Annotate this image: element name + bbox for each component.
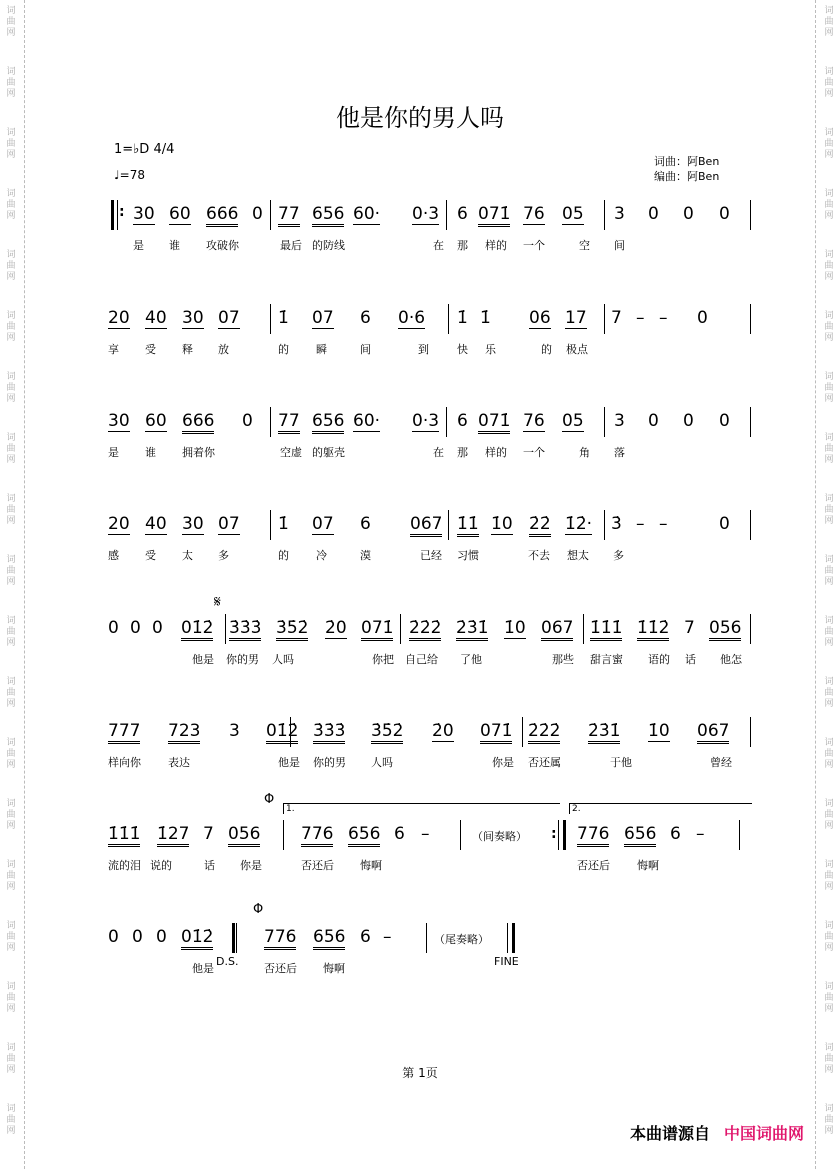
note: 77 <box>278 411 300 434</box>
note: 05 <box>562 204 584 224</box>
note: 1̇27 <box>157 824 189 847</box>
note: 776 <box>577 824 609 847</box>
barline <box>750 407 751 437</box>
watermark-text: 词 曲 网 <box>824 555 834 587</box>
barline <box>225 614 226 644</box>
lyric: 谁 <box>145 446 156 459</box>
watermark-text: 词 曲 网 <box>6 1043 16 1075</box>
note: 056 <box>228 824 260 847</box>
lyric: 受 <box>145 343 156 356</box>
barline <box>460 820 461 850</box>
lyricist: 词曲：阿Ben <box>654 155 720 168</box>
lyric: 拥着你 <box>182 446 215 459</box>
note: 1̇ <box>278 308 289 328</box>
key-signature: 1=♭D 4/4 <box>114 142 175 157</box>
lyric: 自己给 <box>405 653 438 666</box>
note: 656 <box>312 204 344 227</box>
note: 0 <box>719 204 730 224</box>
lyric: 感 <box>108 549 119 562</box>
note: 30 <box>133 204 155 224</box>
ds-label: D.S. <box>216 955 239 968</box>
lyric: 他是 <box>278 756 300 769</box>
watermark-text: 词 曲 网 <box>6 311 16 343</box>
watermark-text: 词 曲 网 <box>6 616 16 648</box>
watermark-text: 词 曲 网 <box>6 982 16 1014</box>
note: 3̇5̇2̇ <box>276 618 308 641</box>
repeat-start-thin <box>117 200 118 230</box>
barline <box>583 614 584 644</box>
note: 067 <box>541 618 573 641</box>
note: 20 <box>108 308 130 328</box>
page-number: 第 1页 <box>402 1066 438 1080</box>
barline <box>270 304 271 334</box>
lyric: 瞬 <box>316 343 327 356</box>
source-site: 中国词曲网 <box>723 1124 804 1143</box>
watermark-text: 词 曲 网 <box>824 6 834 38</box>
note: 656 <box>348 824 380 847</box>
watermark-text: 词 曲 网 <box>824 1043 834 1075</box>
note: – <box>659 308 668 328</box>
note: 1̇1̇1̇ <box>108 824 140 847</box>
barline <box>604 407 605 437</box>
note: 071̇ <box>480 721 512 744</box>
note: 07 <box>312 308 334 328</box>
barline <box>448 304 449 334</box>
watermark-text: 词 曲 网 <box>6 128 16 160</box>
note: – <box>636 514 645 534</box>
lyric: 放 <box>218 343 229 356</box>
lyric: 人吗 <box>371 756 393 769</box>
watermark-text: 词 曲 网 <box>824 982 834 1014</box>
watermark-text: 词 曲 网 <box>6 372 16 404</box>
lyric: 极点 <box>566 343 588 356</box>
lyric: 的 <box>278 549 289 562</box>
note: 01̇2̇ <box>181 618 213 641</box>
note: 7 <box>611 308 622 328</box>
note: 1̇0 <box>491 514 513 534</box>
watermark-text: 词 曲 网 <box>824 311 834 343</box>
repeat-start-bar <box>111 200 114 230</box>
lyric: 样向你 <box>108 756 141 769</box>
lyric: 的 <box>541 343 552 356</box>
note: 0 <box>132 927 143 947</box>
note: 0 <box>242 411 253 431</box>
note: 07 <box>218 514 240 534</box>
note: 0 <box>156 927 167 947</box>
barline <box>400 614 401 644</box>
note: 7 <box>684 618 695 638</box>
watermark-text: 词 曲 网 <box>6 555 16 587</box>
ds-bar <box>232 923 235 953</box>
note: 60· <box>353 204 381 224</box>
credits <box>654 154 719 184</box>
note: 6 <box>360 308 371 328</box>
lyric: 最后 <box>280 239 302 252</box>
watermark-text: 词 曲 网 <box>6 67 16 99</box>
watermark-text: 词 曲 网 <box>824 921 834 953</box>
note: 1̇2̇· <box>565 514 593 534</box>
note: 30 <box>182 514 204 534</box>
lyric: 那些 <box>552 653 574 666</box>
barline <box>750 614 751 644</box>
lyric: 习惯 <box>457 549 479 562</box>
lyric: 一个 <box>523 239 545 252</box>
lyric: 悔啊 <box>637 859 659 872</box>
note: 2̇2̇2̇ <box>528 721 560 744</box>
lyric: 间 <box>614 239 625 252</box>
note: 0 <box>719 411 730 431</box>
note: 60 <box>145 411 167 431</box>
lyric: 你是 <box>240 859 262 872</box>
note: 30 <box>182 308 204 328</box>
note: 6 <box>360 927 371 947</box>
note: 05 <box>562 411 584 431</box>
lyric: 那 <box>457 239 468 252</box>
note: 0·6 <box>398 308 426 328</box>
final-bar <box>512 923 515 953</box>
lyric: 说的 <box>150 859 172 872</box>
note: 1̇1̇ <box>457 514 479 537</box>
lyric: 在 <box>433 239 444 252</box>
note: 6 <box>457 204 468 224</box>
note: 3̇ <box>611 514 622 534</box>
note: 067 <box>697 721 729 744</box>
note: 76 <box>523 411 545 431</box>
lyric: 不去 <box>528 549 550 562</box>
final-thin <box>507 923 508 953</box>
note: 07 <box>312 514 334 534</box>
note: 2̇2̇ <box>529 514 551 537</box>
note: – <box>383 927 392 947</box>
lyric: 是 <box>133 239 144 252</box>
note: 1̇ <box>480 308 491 328</box>
lyric: 否还后 <box>264 962 297 975</box>
note: 07 <box>218 308 240 328</box>
lyric: 漠 <box>360 549 371 562</box>
note: 01̇2̇ <box>266 721 298 744</box>
lyric: 落 <box>614 446 625 459</box>
watermark-text: 词 曲 网 <box>824 67 834 99</box>
note: 067 <box>410 514 442 537</box>
note: 0 <box>108 618 119 638</box>
note: – <box>659 514 668 534</box>
note: 056 <box>709 618 741 641</box>
lyric: 释 <box>182 343 193 356</box>
barline <box>604 304 605 334</box>
watermark-text: 词 曲 网 <box>6 860 16 892</box>
segno-sign: 𝄋 <box>214 592 221 611</box>
note: – <box>636 308 645 328</box>
source-label: 本曲谱源自 <box>629 1124 710 1143</box>
repeat-dots: : <box>119 204 125 220</box>
lyric: 已经 <box>420 549 442 562</box>
note: 0 <box>697 308 708 328</box>
lyric: 流的泪 <box>108 859 141 872</box>
note: 1̇1̇2̇ <box>637 618 669 641</box>
lyric: 的躯壳 <box>312 446 345 459</box>
watermark-text: 词 曲 网 <box>824 799 834 831</box>
lyric: 攻破你 <box>206 239 239 252</box>
watermark-text: 词 曲 网 <box>6 494 16 526</box>
note: 0 <box>130 618 141 638</box>
left-watermark-strip <box>0 0 25 1169</box>
note: 2̇3̇1̇ <box>456 618 488 641</box>
note: 3̇5̇2̇ <box>371 721 403 744</box>
lyric: 是 <box>108 446 119 459</box>
watermark-text: 词 曲 网 <box>824 860 834 892</box>
source-credit <box>630 1121 804 1144</box>
barline <box>750 510 751 540</box>
note: 1̇ <box>457 308 468 328</box>
barline <box>270 510 271 540</box>
lyric: 在 <box>433 446 444 459</box>
lyric: 话 <box>204 859 215 872</box>
lyric: 空 <box>579 239 590 252</box>
lyric: 样的 <box>485 446 507 459</box>
note: 071̇ <box>478 411 510 434</box>
lyric: 想太 <box>567 549 589 562</box>
note: 0 <box>648 411 659 431</box>
lyric: 角 <box>579 446 590 459</box>
note: 0·3 <box>412 411 440 431</box>
note: 666 <box>182 411 214 434</box>
lyric: 表达 <box>168 756 190 769</box>
note: 776 <box>301 824 333 847</box>
note: 6 <box>670 824 681 844</box>
lyric: 曾经 <box>710 756 732 769</box>
outro-label: （尾奏略） <box>434 933 489 946</box>
note: 6 <box>457 411 468 431</box>
lyric: 受 <box>145 549 156 562</box>
note: 666 <box>206 204 238 227</box>
note: 76 <box>523 204 545 224</box>
note: 2̇0 <box>325 618 347 638</box>
watermark-text: 词 曲 网 <box>6 189 16 221</box>
watermark-text: 词 曲 网 <box>824 738 834 770</box>
lyric: 冷 <box>316 549 327 562</box>
note: 30 <box>108 411 130 431</box>
barline <box>446 407 447 437</box>
watermark-text: 词 曲 网 <box>824 1104 834 1136</box>
note: 0 <box>683 411 694 431</box>
watermark-text: 词 曲 网 <box>824 128 834 160</box>
barline <box>739 820 740 850</box>
note: 1̇0 <box>504 618 526 638</box>
lyric: 的防线 <box>312 239 345 252</box>
note: 77 <box>278 204 300 227</box>
watermark-text: 词 曲 网 <box>824 189 834 221</box>
barline <box>604 510 605 540</box>
lyric: 你的男 <box>226 653 259 666</box>
lyric: 多 <box>613 549 624 562</box>
lyric: 谁 <box>169 239 180 252</box>
note: – <box>696 824 705 844</box>
barline <box>446 200 447 230</box>
lyric: 悔啊 <box>360 859 382 872</box>
repeat-end-dots: : <box>551 826 557 842</box>
note: 1̇ <box>278 514 289 534</box>
note: 1̇0 <box>648 721 670 741</box>
lyric: 否还后 <box>301 859 334 872</box>
note: 6 <box>360 514 371 534</box>
note: 17 <box>565 308 587 328</box>
note: 656 <box>624 824 656 847</box>
watermark-text: 词 曲 网 <box>6 799 16 831</box>
note: 0·3 <box>412 204 440 224</box>
note: 3 <box>229 721 240 741</box>
note: 723 <box>168 721 200 744</box>
note: 0 <box>683 204 694 224</box>
fine-label: FINE <box>494 955 519 968</box>
lyric: 享 <box>108 343 119 356</box>
lyric: 语的 <box>648 653 670 666</box>
note: 40 <box>145 308 167 328</box>
note: 0 <box>648 204 659 224</box>
watermark-text: 词 曲 网 <box>6 6 16 38</box>
repeat-end-bar <box>563 820 566 850</box>
watermark-text: 词 曲 网 <box>6 433 16 465</box>
lyric: 他怎 <box>720 653 742 666</box>
coda-sign: Φ <box>253 902 264 917</box>
note: 656 <box>312 411 344 434</box>
lyric: 样的 <box>485 239 507 252</box>
note: 7 <box>203 824 214 844</box>
watermark-text: 词 曲 网 <box>6 921 16 953</box>
song-title: 他是你的男人吗 <box>336 104 504 132</box>
lyric: 你把 <box>372 653 394 666</box>
note: 656 <box>313 927 345 950</box>
watermark-text: 词 曲 网 <box>824 372 834 404</box>
lyric: 到 <box>418 343 429 356</box>
watermark-text: 词 曲 网 <box>824 433 834 465</box>
barline <box>750 304 751 334</box>
lyric: 间 <box>360 343 371 356</box>
barline <box>270 407 271 437</box>
lyric: 的 <box>278 343 289 356</box>
lyric: 于他 <box>610 756 632 769</box>
note: 3 <box>614 204 625 224</box>
note: 06 <box>529 308 551 328</box>
barline <box>750 717 751 747</box>
lyric: 否还后 <box>577 859 610 872</box>
note: 3 <box>614 411 625 431</box>
coda-sign: Φ <box>264 792 275 807</box>
note: 777 <box>108 721 140 744</box>
note: 60· <box>353 411 381 431</box>
lyric: 他是 <box>192 962 214 975</box>
note: 0 <box>152 618 163 638</box>
barline <box>290 717 291 747</box>
note: 60 <box>169 204 191 224</box>
right-watermark-strip <box>815 0 840 1169</box>
barline <box>522 717 523 747</box>
note: 3̇3̇3̇ <box>229 618 261 641</box>
note: 20 <box>108 514 130 534</box>
note: 2̇0 <box>432 721 454 741</box>
note: 01̇2̇ <box>181 927 213 950</box>
watermark-text: 词 曲 网 <box>6 738 16 770</box>
note: 0 <box>108 927 119 947</box>
lyric: 悔啊 <box>323 962 345 975</box>
tempo-marking: ♩=78 <box>114 168 145 182</box>
composer: 编曲：阿Ben <box>654 170 720 183</box>
lyric: 快 <box>457 343 468 356</box>
interlude-label: （间奏略） <box>472 830 527 843</box>
note: 3̇3̇3̇ <box>313 721 345 744</box>
lyric: 他是 <box>192 653 214 666</box>
note: – <box>421 824 430 844</box>
lyric: 甜言蜜 <box>590 653 623 666</box>
barline <box>604 200 605 230</box>
watermark-text: 词 曲 网 <box>6 1104 16 1136</box>
note: 071̇ <box>361 618 393 641</box>
note: 0 <box>719 514 730 534</box>
lyric: 话 <box>685 653 696 666</box>
note: 6 <box>394 824 405 844</box>
barline <box>750 200 751 230</box>
note: 2̇3̇1̇ <box>588 721 620 744</box>
lyric: 你的男 <box>313 756 346 769</box>
watermark-text: 词 曲 网 <box>824 250 834 282</box>
note: 40 <box>145 514 167 534</box>
note: 776 <box>264 927 296 950</box>
barline <box>270 200 271 230</box>
watermark-text: 词 曲 网 <box>824 616 834 648</box>
lyric: 那 <box>457 446 468 459</box>
watermark-text: 词 曲 网 <box>6 250 16 282</box>
barline <box>283 820 284 850</box>
volta-1: 1. <box>283 803 560 814</box>
watermark-text: 词 曲 网 <box>6 677 16 709</box>
barline <box>448 510 449 540</box>
lyric: 一个 <box>523 446 545 459</box>
note: 2̇2̇2̇ <box>409 618 441 641</box>
volta-2: 2. <box>569 803 752 814</box>
barline <box>426 923 427 953</box>
repeat-end-thin <box>558 820 559 850</box>
lyric: 人吗 <box>272 653 294 666</box>
lyric: 你是 <box>492 756 514 769</box>
lyric: 多 <box>218 549 229 562</box>
note: 1̇1̇1̇ <box>590 618 622 641</box>
watermark-text: 词 曲 网 <box>824 494 834 526</box>
lyric: 否还属 <box>528 756 561 769</box>
lyric: 太 <box>182 549 193 562</box>
watermark-text: 词 曲 网 <box>824 677 834 709</box>
lyric: 乐 <box>485 343 496 356</box>
note: 0 <box>252 204 263 224</box>
barline <box>236 923 237 953</box>
note: 071̇ <box>478 204 510 227</box>
lyric: 空虚 <box>280 446 302 459</box>
lyric: 了他 <box>460 653 482 666</box>
